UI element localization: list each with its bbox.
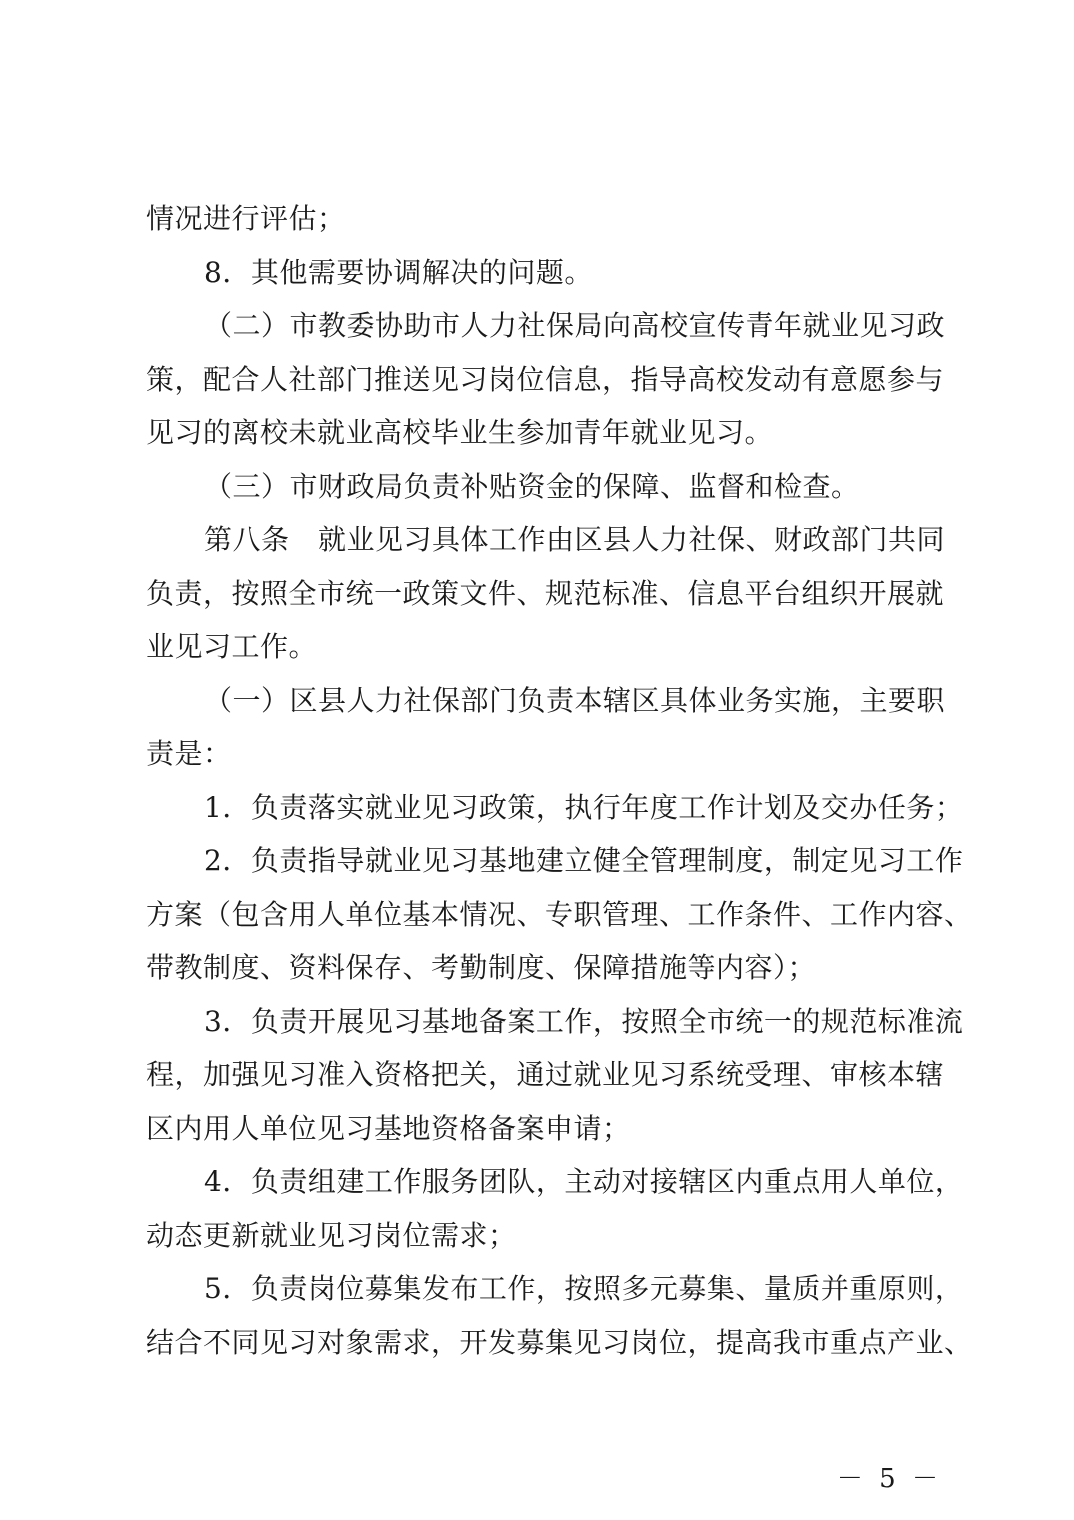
text-line: 业见习工作。: [146, 630, 318, 663]
text-line: 结合不同见习对象需求，开发募集见习岗位，提高我市重点产业、: [146, 1325, 973, 1359]
text-line: 8．其他需要协调解决的问题。: [204, 255, 593, 289]
text-line: 动态更新就业见习岗位需求；: [146, 1218, 517, 1252]
text-line: 4．负责组建工作服务团队，主动对接辖区内重点用人单位，: [204, 1165, 964, 1198]
text-line: 带教制度、资料保存、考勤制度、保障措施等内容）；: [146, 951, 817, 984]
text-line: 2．负责指导就业见习基地建立健全管理制度，制定见习工作: [204, 844, 964, 877]
text-line: 情况进行评估；: [146, 202, 346, 235]
text-line: 方案（包含用人单位基本情况、专职管理、工作条件、工作内容、: [146, 897, 973, 931]
text-line: 负责，按照全市统一政策文件、规范标准、信息平台组织开展就: [146, 576, 945, 610]
text-line: 第八条 就业见习具体工作由区县人力社保、财政部门共同: [204, 523, 946, 556]
text-line: （三）市财政局负责补贴资金的保障、监督和检查。: [204, 469, 860, 503]
text-line: 见习的离校未就业高校毕业生参加青年就业见习。: [146, 416, 774, 449]
text-line: 区内用人单位见习基地资格备案申请；: [146, 1111, 631, 1145]
document-body: [146, 192, 973, 1369]
text-line: （二）市教委协助市人力社保局向高校宣传青年就业见习政: [204, 309, 946, 342]
page-number: － 5 －: [836, 1464, 942, 1494]
text-line: 3．负责开展见习基地备案工作，按照全市统一的规范标准流: [204, 1004, 964, 1038]
text-line: 5．负责岗位募集发布工作，按照多元募集、量质并重原则，: [204, 1272, 964, 1305]
text-line: 1．负责落实就业见习政策，执行年度工作计划及交办任务；: [204, 790, 964, 824]
text-line: 责是：: [146, 737, 232, 770]
text-line: 策，配合人社部门推送见习岗位信息，指导高校发动有意愿参与: [146, 362, 945, 396]
text-line: 程，加强见习准入资格把关，通过就业见习系统受理、审核本辖: [146, 1058, 945, 1091]
text-line: （一）区县人力社保部门负责本辖区具体业务实施，主要职: [204, 683, 946, 717]
